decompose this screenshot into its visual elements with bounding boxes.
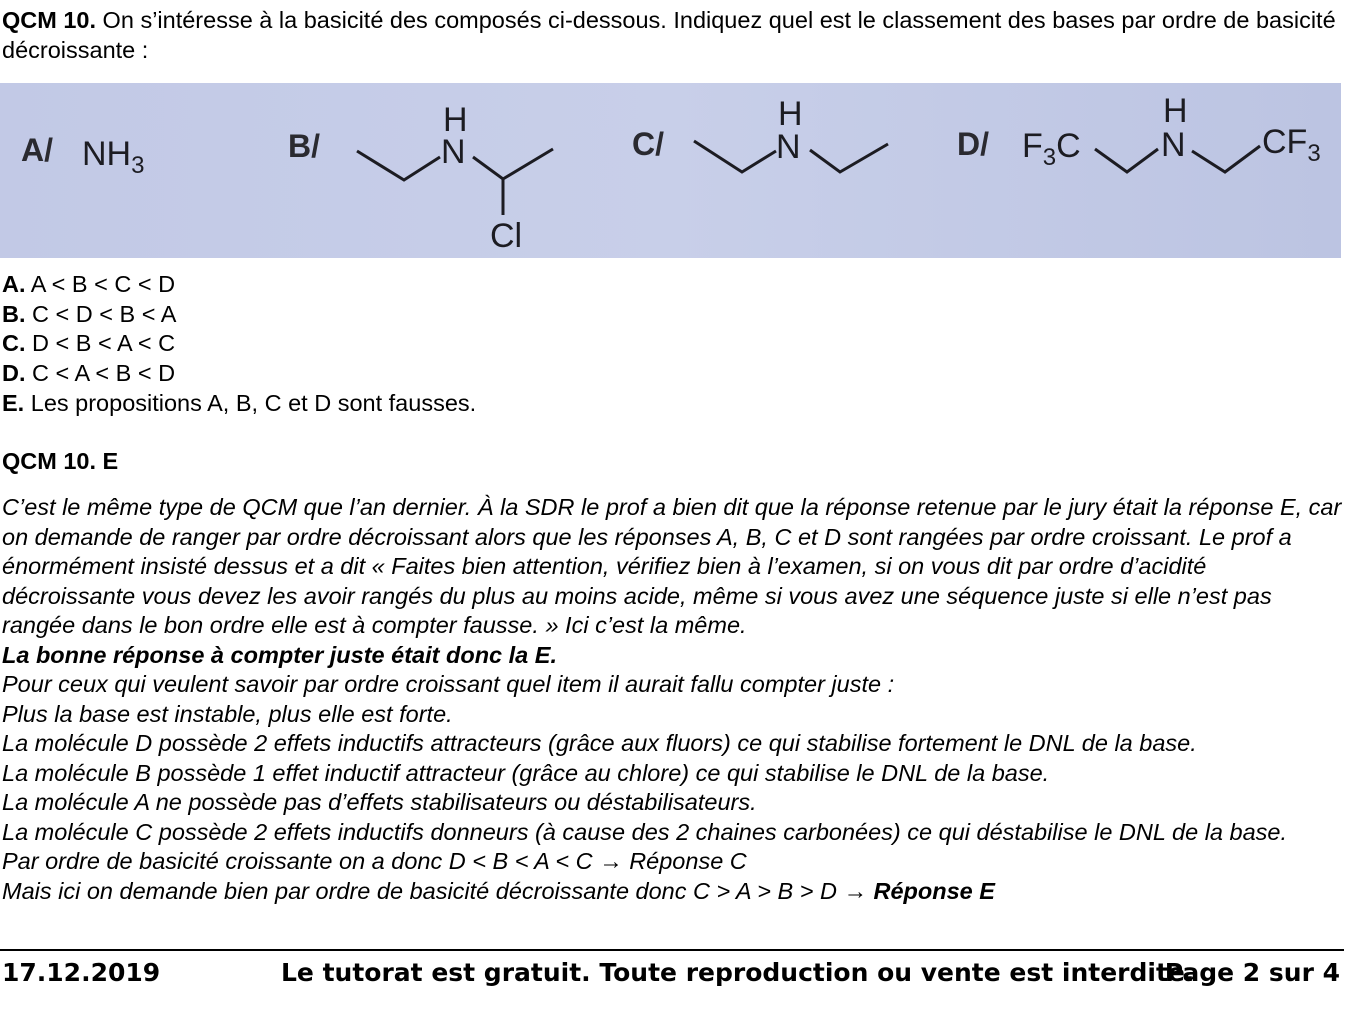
explanation-line: La molécule C possède 2 effets inductifs donneurs (à cause des 2 chaines carbonées) ce qui déstabilise le DNL de la base. <box>2 818 1288 845</box>
molecules-image <box>0 83 1341 258</box>
molecule-b-label: B/ <box>288 128 320 164</box>
molecule-d-right-group: $CF_3$ <box>1262 123 1321 167</box>
option-a: A. A < B < C < D <box>2 271 176 297</box>
molecule-b-h: H <box>443 101 468 139</box>
explanation-final: Mais ici on demande bien par ordre de basicité décroissante donc C > A > B > D → Réponse E <box>2 877 995 904</box>
molecule-a-label: A/ <box>21 132 53 168</box>
option-b: B. C < D < B < A <box>2 300 177 327</box>
answer-options <box>2 270 476 419</box>
explanation-line: La molécule B possède 1 effet inductif attracteur (grâce au chlore) ce qui stabilise le DNL de la base. <box>2 759 1050 786</box>
bond-lines <box>0 83 1341 258</box>
bond-c-left <box>694 141 776 172</box>
explanation-line: Plus la base est instable, plus elle est forte. <box>2 700 453 727</box>
molecule-c-h: H <box>778 95 803 133</box>
option-e: E. Les propositions A, B, C et D sont fausses. <box>2 389 477 416</box>
bond-c-right <box>810 144 888 172</box>
answer-heading: QCM 10. E <box>2 448 119 474</box>
bond-d-right <box>1192 146 1260 172</box>
question-body: On s’intéresse à la basicité des composés ci-dessous. Indiquez quel est le classement des bases par ordre de basicité décroissante : <box>2 7 1336 63</box>
option-d: D. C < A < B < D <box>2 360 176 387</box>
molecule-b-n: N <box>441 133 466 171</box>
footer-date: 17.12.2019 <box>2 958 161 987</box>
footer-page-number: Page 2 sur 4 <box>1164 958 1340 987</box>
molecule-c-label: C/ <box>632 126 664 162</box>
footer-divider <box>0 949 1344 951</box>
explanation-line: Par ordre de basicité croissante on a donc D < B < A < C → Réponse C <box>2 848 747 874</box>
bond-b-left <box>357 151 440 180</box>
molecule-d-left-group: $F_3C$ <box>1022 127 1081 171</box>
explanation-conclusion: La bonne réponse à compter juste était donc la E. <box>2 641 557 668</box>
molecule-d-n: N <box>1161 126 1186 164</box>
explanation-line: La molécule A ne possède pas d’effets stabilisateurs ou déstabilisateurs. <box>2 789 757 815</box>
molecule-c-n: N <box>776 128 801 166</box>
molecule-b-cl: Cl <box>490 217 523 255</box>
explanation-intro: C’est le même type de QCM que l’an dernier. À la SDR le prof a bien dit que la réponse retenue par le jury était la réponse E, car on demande de ranger par ordre décroissant alors que les réponses A, B, C et D sont rangées par ordre croissant. Le prof a énormément insisté dessus et a dit « Faites bien attention, vérifiez bien à l’examen, si on vous dit par ordre d’acidité décroissante vous devez les avoir rangés du plus au moins acide, même si vous avez une séquence juste si elle n’est pas rangée dans le bon ordre elle est à compter fausse. » Ici c’est la même. <box>2 494 1342 638</box>
molecule-d-h: H <box>1163 92 1188 130</box>
footer-notice: Le tutorat est gratuit. Toute reproduction ou vente est interdite. <box>281 958 1195 987</box>
question-text <box>2 6 1342 65</box>
explanation-line: La molécule D possède 2 effets inductifs attracteurs (grâce aux fluors) ce qui stabilise fortement le DNL de la base. <box>2 730 1197 756</box>
bond-b-right <box>473 149 553 179</box>
question-label: QCM 10. <box>2 7 97 33</box>
option-c: C. D < B < A < C <box>2 330 176 357</box>
molecule-a-formula: $NH_3$ <box>82 135 145 179</box>
molecule-d-label: D/ <box>957 126 989 162</box>
bond-d-left <box>1095 149 1158 172</box>
explanation <box>2 493 1342 906</box>
explanation-line: Pour ceux qui veulent savoir par ordre croissant quel item il aurait fallu compter juste : <box>2 671 895 697</box>
